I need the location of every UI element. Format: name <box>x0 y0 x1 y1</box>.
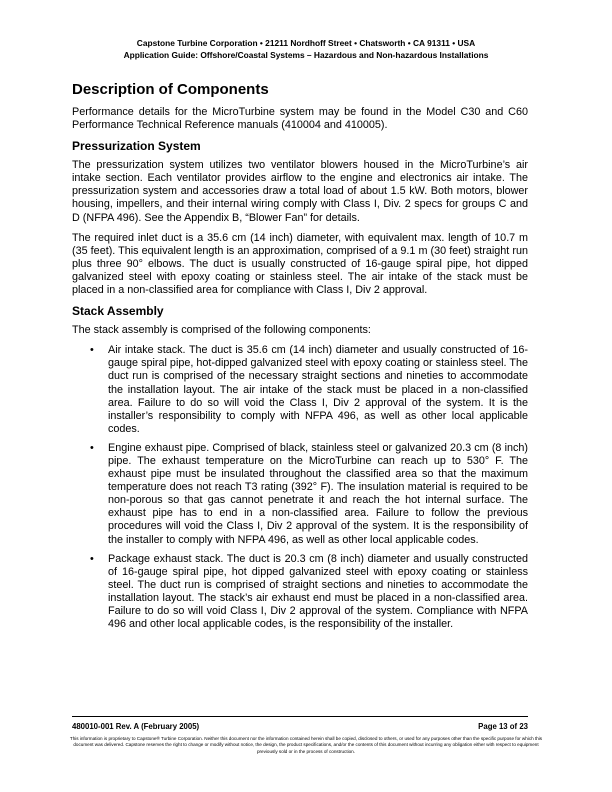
intro-paragraph: Performance details for the MicroTurbine system may be found in the Model C30 and C60 Performance Technical Reference manuals (410004 and 410005). <box>72 106 528 132</box>
list-item <box>72 442 528 547</box>
footer-disclaimer: This information is proprietary to Capstone® Turbine Corporation. Neither this document nor the information contained herein shall be copied, disclosed to others, or used for any purposes other than the specific purpose for which this document was delivered. Capstone reserves the right to change or modify without notice, the design, the product specifications, and/or the contents of this document without incurring any obligation either with respect to equipment previously sold or in the process of construction. <box>69 736 543 754</box>
list-item <box>72 553 528 632</box>
footer-page-number: Page 13 of 23 <box>478 722 528 731</box>
stack-heading: Stack Assembly <box>72 304 164 319</box>
pressurization-paragraph-2: The required inlet duct is a 35.6 cm (14 inch) diameter, with equivalent max. length of 10.7 m (35 feet). This equivalent length is an approximation, comprised of a 9.1 m (30 feet) straight run plus three 90° elbows. The duct is usually constructed of 16-gauge spiral pipe, hot dipped galvanized steel with epoxy coating or stainless steel. The air intake of the stack must be placed in a non-classified area for compliance with Class I, Div 2 approval. <box>72 231 528 297</box>
bullet-icon: • <box>90 552 94 565</box>
list-item-text: Engine exhaust pipe. Comprised of black, stainless steel or galvanized 20.3 cm (8 inch) pipe. The exhaust temperature on the MicroTurbine can reach up to 530° F. The exhaust pipe must be insulated throughout the classified area so that the maximum temperature does not reach T3 rating (392° F). The insulation material is required to be non-porous so that gas cannot penetrate it and reach the hot internal surface. The exhaust pipe has to end in a non-classified area. Failure to follow the previous procedures will void the Class I, Div 2 approval of the system. It is the responsibility of the installer to comply with NFPA 496, as well as other local applicable codes. <box>108 441 528 546</box>
footer-doc-id: 480010-001 Rev. A (February 2005) <box>72 722 200 731</box>
stack-component-list <box>72 344 528 631</box>
stack-intro: The stack assembly is comprised of the following components: <box>72 324 371 337</box>
list-item-text: Air intake stack. The duct is 35.6 cm (14 inch) diameter and usually constructed of 16-gauge spiral pipe, hot-dipped galvanized steel with epoxy coating or stainless steel. The duct run is comprised of the necessary straight sections and nineties to accommodate the installation layout. The air intake of the stack must be placed in a non-classified area. Failure to do so will void the Class I, Div 2 approval of the system. It is the installer’s responsibility to comply with NFPA 496, as well as other local applicable codes. <box>108 344 528 435</box>
pressurization-heading: Pressurization System <box>72 139 201 154</box>
list-item <box>72 344 528 436</box>
header-guide-line: Application Guide: Offshore/Coastal Systems – Hazardous and Non-hazardous Installations <box>123 50 489 60</box>
header-company-line: Capstone Turbine Corporation • 21211 Nordhoff Street • Chatsworth • CA 91311 • USA <box>136 38 476 48</box>
bullet-icon: • <box>90 344 94 357</box>
pressurization-paragraph-1: The pressurization system utilizes two ventilator blowers housed in the MicroTurbine’s air intake section. Each ventilator provides airflow to the engine and electronics air intake. The pressurization system and accessories draw a total load of about 1.5 kW. Both motors, blower housing, impellers, and their internal wiring comply with Class I, Div. 2 specs for groups C and D (NFPA 496). See the Appendix B, “Blower Fan” for details. <box>72 159 528 224</box>
main-content <box>72 80 528 637</box>
page-header <box>0 37 612 61</box>
list-item-text: Package exhaust stack. The duct is 20.3 cm (8 inch) diameter and usually constructed of 16-gauge spiral pipe, hot dipped galvanized steel with epoxy coating or stainless steel. The duct run is comprised of straight sections and nineties to accommodate the installation layout. The stack’s air exhaust end must be placed in a non-classified area. Failure to do so will void Class I, Div 2 approval of the system. Compliance with NFPA 496 and other local applicable codes, is the responsibility of the installer. <box>108 552 528 631</box>
section-title: Description of Components <box>72 81 269 98</box>
bullet-icon: • <box>90 441 94 454</box>
footer-divider <box>72 716 528 717</box>
